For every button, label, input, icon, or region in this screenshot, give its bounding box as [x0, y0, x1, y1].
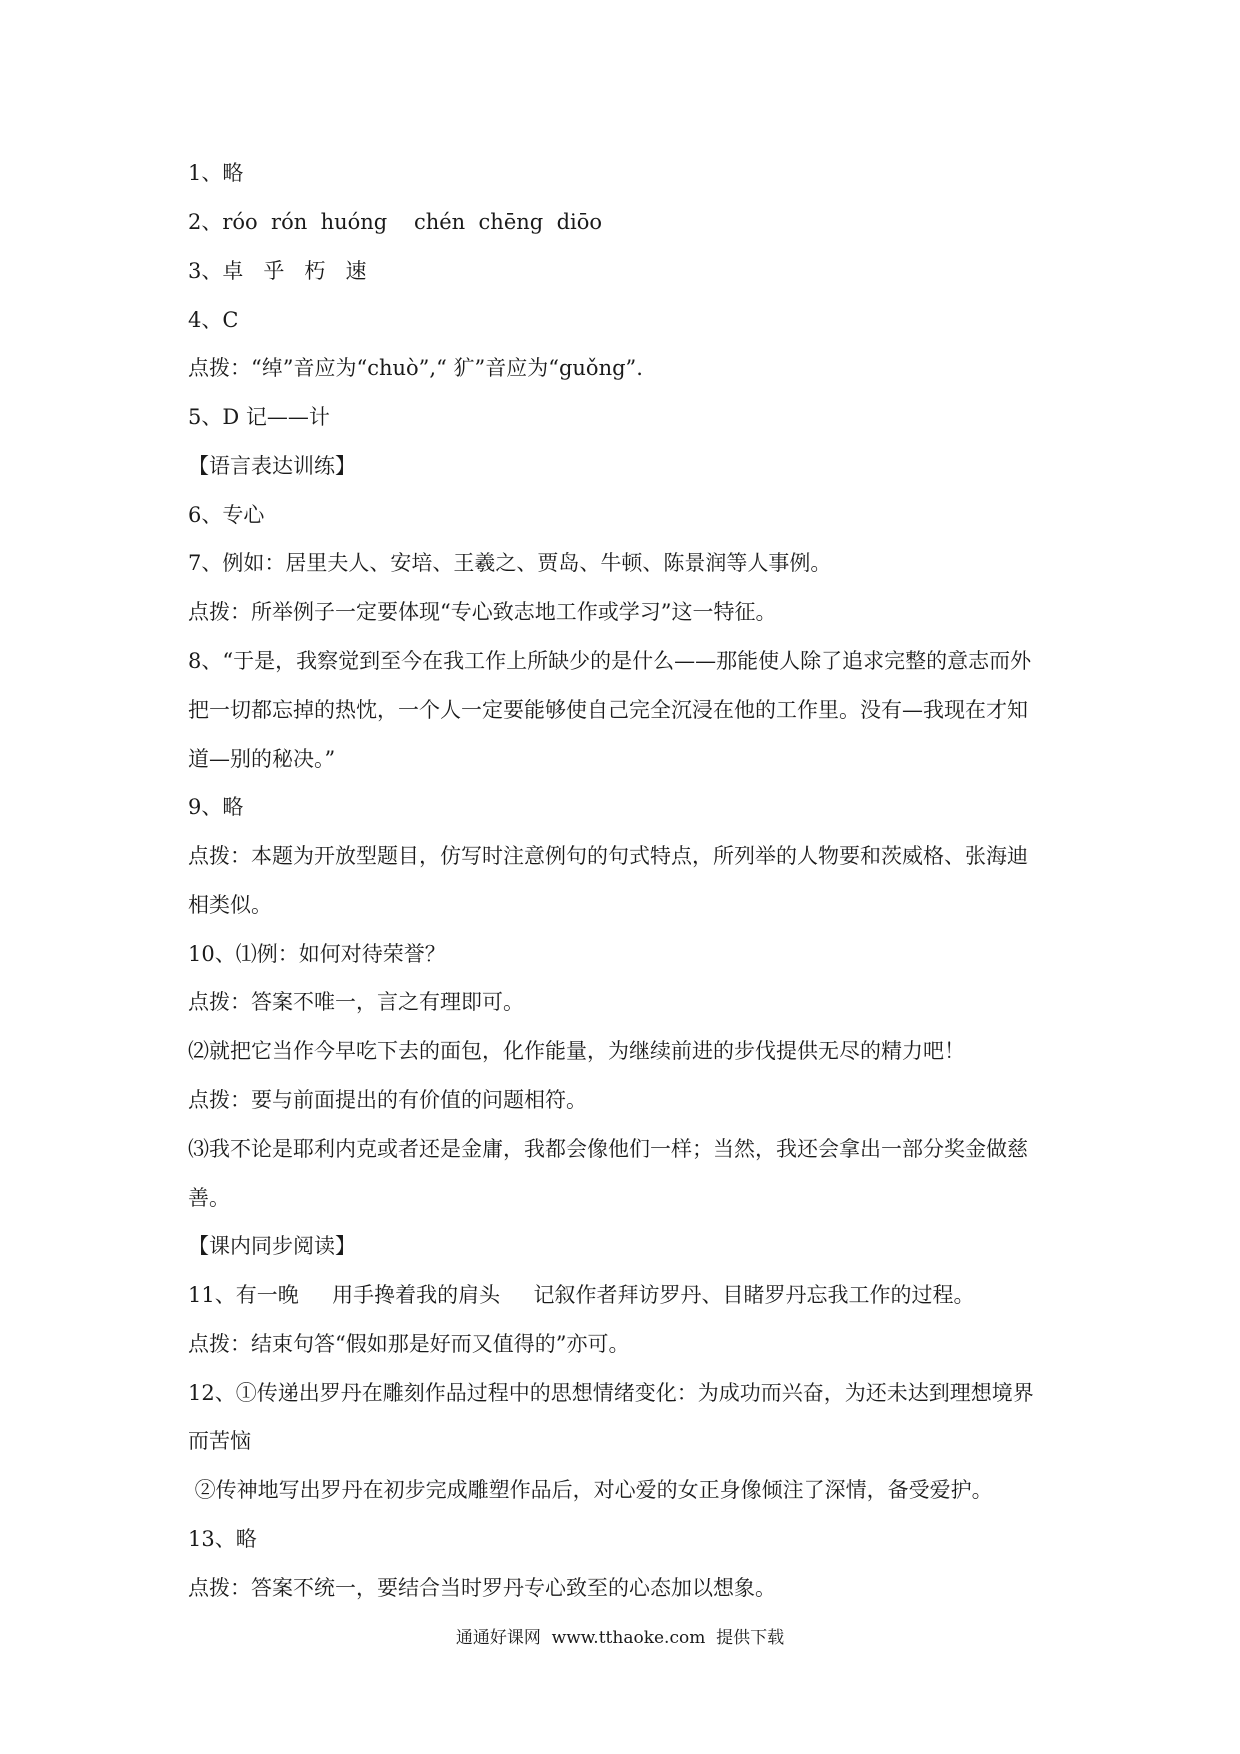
answer-line: 11、有一晚 用手搀着我的肩头 记叙作者拜访罗丹、目睹罗丹忘我工作的过程。 — [188, 1283, 975, 1307]
answer-line: 6、专心 — [188, 503, 265, 527]
answer-line: 7、例如：居里夫人、安培、王羲之、贾岛、牛顿、陈景润等人事例。 — [188, 551, 832, 575]
answer-line: 10、⑴例：如何对待荣誉？ — [188, 942, 446, 966]
tip-line: 相类似。 — [188, 893, 272, 917]
tip-line: 点拨：答案不统一，要结合当时罗丹专心致至的心态加以想象。 — [188, 1576, 776, 1600]
answer-line: 8、“于是，我察觉到至今在我工作上所缺少的是什么——那能使人除了追求完整的意志而外 — [188, 649, 1032, 673]
answer-line: 12、①传递出罗丹在雕刻作品过程中的思想情绪变化：为成功而兴奋，为还未达到理想境界 — [188, 1381, 1034, 1405]
section-heading: 【课内同步阅读】 — [188, 1234, 356, 1258]
answer-line: 2、róo rón huóng chén chēng diōo — [188, 210, 603, 234]
answer-line: ⑵就把它当作今早吃下去的面包，化作能量，为继续前进的步伐提供无尽的精力吧！ — [188, 1039, 965, 1063]
answer-line: 5、D 记——计 — [188, 405, 330, 429]
answer-line: 道—别的秘决。” — [188, 747, 336, 771]
answer-line: 1、略 — [188, 161, 244, 185]
tip-line: 点拨：结束句答“假如那是好而又值得的”亦可。 — [188, 1332, 630, 1356]
answer-line: ⑶我不论是耶利内克或者还是金庸，我都会像他们一样；当然，我还会拿出一部分奖金做慈 — [188, 1137, 1028, 1161]
page-footer: 通通好课网 www.tthaoke.com 提供下载 — [455, 1628, 785, 1648]
tip-line: 点拨：“绰”音应为“chuò”,“ 犷”音应为“guǒng”. — [188, 356, 643, 380]
answer-line: 把一切都忘掉的热忱，一个人一定要能够使自己完全沉浸在他的工作里。没有—我现在才知 — [188, 698, 1028, 722]
answer-line: 9、略 — [188, 795, 244, 819]
answer-line: 13、略 — [188, 1527, 257, 1551]
answer-line: ②传神地写出罗丹在初步完成雕塑作品后，对心爱的女正身像倾注了深情，备受爱护。 — [188, 1478, 993, 1502]
section-heading: 【语言表达训练】 — [188, 454, 356, 478]
tip-line: 点拨：所举例子一定要体现“专心致志地工作或学习”这一特征。 — [188, 600, 777, 624]
tip-line: 点拨：答案不唯一，言之有理即可。 — [188, 990, 524, 1014]
answer-line: 3、卓 乎 朽 速 — [188, 259, 367, 283]
tip-line: 点拨：要与前面提出的有价值的问题相符。 — [188, 1088, 587, 1112]
answer-line: 善。 — [188, 1186, 230, 1210]
answer-line: 而苦恼 — [188, 1429, 251, 1453]
tip-line: 点拨：本题为开放型题目，仿写时注意例句的句式特点，所列举的人物要和茨威格、张海迪 — [188, 844, 1028, 868]
answer-line: 4、C — [188, 308, 239, 332]
